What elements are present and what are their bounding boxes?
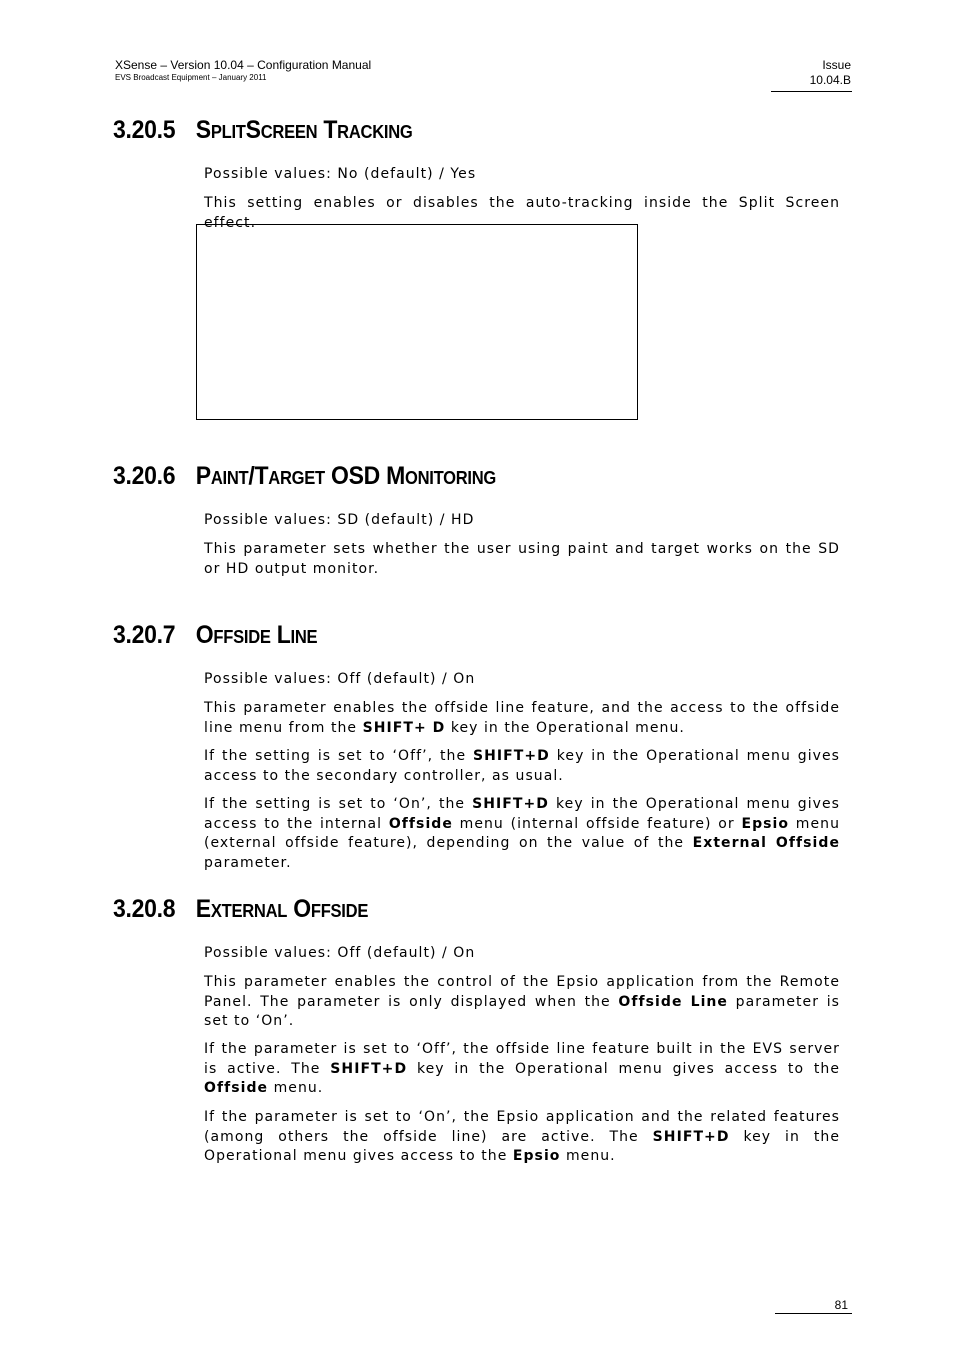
menu-name: Epsio: [741, 815, 790, 832]
header-rule: [771, 91, 852, 92]
section-heading-external-offside: [113, 894, 368, 924]
issue-label: Issue: [822, 58, 851, 72]
menu-name: Offside: [204, 1080, 269, 1097]
key-name: SHIFT+D: [330, 1060, 408, 1077]
section-number: 3.20.5: [113, 116, 176, 144]
possible-values-text: Possible values: No (default) / Yes: [204, 166, 477, 182]
possible-values-text: Possible values: SD (default) / HD: [204, 512, 475, 528]
section-title: SplitScreen Tracking: [195, 116, 413, 144]
section-heading-splitscreen-tracking: [113, 115, 413, 145]
key-name: SHIFT+D: [472, 796, 549, 812]
description-text: If the setting is set to ‘On’, the SHIFT+D key in the Operational menu gives access to the internal Offside menu (internal offside feature) or Epsio menu (external offside feature), depending on the value of the External Offside parameter.: [204, 796, 840, 871]
possible-values-text: Possible values: Off (default) / On: [204, 945, 476, 961]
key-name: SHIFT+D: [652, 1128, 730, 1145]
footer-rule: [775, 1313, 852, 1314]
section-title: Paint/Target OSD Monitoring: [195, 462, 497, 490]
description-text: This parameter sets whether the user using paint and target works on the SD or HD output monitor.: [204, 541, 840, 577]
section-heading-paint-target-osd-monitoring: [113, 461, 496, 491]
section-number: 3.20.7: [113, 621, 176, 649]
document-title: XSense – Version 10.04 – Configuration Manual: [115, 58, 372, 72]
section-title: Offside Line: [195, 621, 318, 649]
description-text: If the parameter is set to ‘On’, the Epsio application and the related features (among others the offside line) are active. The SHIFT+D key in the Operational menu gives access to the Epsio menu.: [204, 1109, 840, 1165]
key-name: SHIFT+ D: [362, 719, 446, 736]
section-heading-offside-line: [113, 620, 317, 650]
description-text: If the parameter is set to ‘Off’, the offside line feature built in the EVS server is active. The SHIFT+D key in the Operational menu gives access to the Offside menu.: [204, 1041, 841, 1097]
issue-value: 10.04.B: [809, 73, 851, 87]
page-header: [115, 58, 371, 83]
key-name: SHIFT+D: [473, 748, 550, 764]
description-text: If the setting is set to ‘Off’, the SHIFT+D key in the Operational menu gives access to the secondary controller, as usual.: [204, 748, 840, 784]
document-subtitle: EVS Broadcast Equipment – January 2011: [115, 73, 267, 82]
section-number: 3.20.8: [113, 895, 176, 923]
screenshot-placeholder-frame: [196, 224, 638, 420]
description-text: This parameter enables the offside line feature, and the access to the offside line menu from the SHIFT+ D key in the Operational menu.: [204, 700, 840, 736]
possible-values-text: Possible values: Off (default) / On: [204, 671, 476, 687]
issue-block: [771, 58, 851, 88]
description-text: This setting enables or disables the auto-tracking inside the Split Screen effect.: [204, 195, 840, 231]
section-number: 3.20.6: [113, 462, 176, 490]
menu-name: Epsio: [512, 1148, 561, 1165]
menu-name: Offside: [388, 815, 453, 832]
parameter-name: Offside Line: [618, 993, 728, 1010]
parameter-name: External Offside: [692, 835, 840, 852]
description-text: This parameter enables the control of the Epsio application from the Remote Panel. The parameter is only displayed when the Offside Line parameter is set to ‘On’.: [204, 974, 840, 1030]
page-number: 81: [834, 1298, 848, 1312]
section-title: External Offside: [195, 895, 369, 923]
